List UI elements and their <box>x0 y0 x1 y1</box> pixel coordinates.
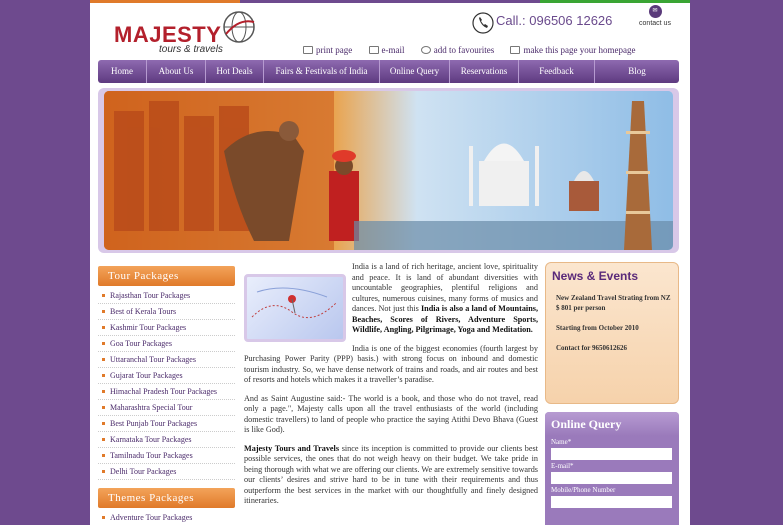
call-number: Call.: 096506 12626 <box>496 13 613 28</box>
news-item-1: New Zealand Travel Strating from NZ $ 801 per person <box>556 294 671 312</box>
top-color-strip <box>90 0 690 3</box>
themes-packages-heading: Themes Packages <box>98 488 235 508</box>
home-icon <box>510 46 520 54</box>
sidebar-item-kerala[interactable]: Best of Kerala Tours <box>98 304 235 320</box>
set-homepage-link[interactable]: make this page your homepage <box>510 45 635 55</box>
map-pin-icon <box>247 277 343 339</box>
nav-blog[interactable]: Blog <box>628 66 646 76</box>
nav-fairs-festivals[interactable]: Fairs & Festivals of India <box>264 60 380 83</box>
logo-brand-text: MAJESTY <box>114 22 222 47</box>
news-item-3: Contact for 9650612626 <box>556 344 628 352</box>
email-link[interactable]: e-mail <box>369 45 405 55</box>
sidebar <box>98 266 235 525</box>
globe-icon <box>222 10 256 44</box>
contact-icon: ✉ <box>649 5 662 18</box>
online-query-form <box>545 412 679 525</box>
themes-packages-list <box>98 510 235 525</box>
phone-label: Mobile/Phone Number <box>551 486 616 494</box>
nav-feedback[interactable]: Feedback <box>519 60 595 83</box>
add-favourites-link[interactable]: add to favourites <box>421 45 494 55</box>
commitment-paragraph: Majesty Tours and Travels since its inception is committed to provide our clients best possible services, the ones that do not weigh heavy on their budget. We take pride in being thorough with what we are offering our clients. We are extremely sensitive towards our clients’ desires and strive hard to be in tune with their requirements and thus outperform the best services in the market with our thoughtfully and finely designed itineraries. <box>244 443 538 505</box>
tour-packages-heading: Tour Packages <box>98 266 235 286</box>
printer-icon <box>303 46 313 54</box>
news-item-2: Starting from October 2010 <box>556 324 639 332</box>
nav-about-us[interactable]: About Us <box>147 60 206 83</box>
sidebar-item-delhi[interactable]: Delhi Tour Packages <box>98 464 235 480</box>
query-heading: Online Query <box>545 412 679 436</box>
page <box>90 0 690 525</box>
print-page-link[interactable]: print page <box>303 45 352 55</box>
nav-online-query[interactable]: Online Query <box>380 60 450 83</box>
sidebar-item-adventure[interactable]: Adventure Tour Packages <box>98 510 235 525</box>
logo-tagline: tours & travels <box>159 44 223 55</box>
email-field[interactable] <box>551 472 672 484</box>
phone-field[interactable] <box>551 496 672 508</box>
main-content <box>244 262 538 515</box>
sidebar-item-rajasthan[interactable]: Rajasthan Tour Packages <box>98 288 235 304</box>
nav-hot-deals[interactable]: Hot Deals <box>206 60 264 83</box>
tour-packages-list <box>98 288 235 480</box>
phone-icon <box>472 12 494 34</box>
main-nav <box>98 60 679 83</box>
utility-links <box>303 45 649 55</box>
name-field[interactable] <box>551 448 672 460</box>
favourites-icon <box>421 46 431 54</box>
intro-paragraph: India is a land of rich heritage, ancient love, spirituality and peace. It is land of abundant diversities with uncountable geographies, plentiful religions and cultures, numerous cuisines, many forms of musics and dances. Not just this India is also a land of Mountains, Beaches, Scores of Rivers, Adventure Sports, Wildlife, Angling, Pilgrimage, Yoga and Meditation. <box>352 262 538 334</box>
sidebar-item-maharashtra[interactable]: Maharashtra Special Tour <box>98 400 235 416</box>
sidebar-item-punjab[interactable]: Best Punjab Tour Packages <box>98 416 235 432</box>
email-label: E-mail* <box>551 462 574 470</box>
news-heading: News & Events <box>552 269 639 283</box>
sidebar-item-kashmir[interactable]: Kashmir Tour Packages <box>98 320 235 336</box>
map-image <box>244 274 346 342</box>
nav-home[interactable]: Home <box>98 60 147 83</box>
news-events-box <box>545 262 679 404</box>
mail-icon <box>369 46 379 54</box>
contact-us-link[interactable]: ✉ contact us <box>635 5 675 27</box>
sidebar-item-uttaranchal[interactable]: Uttaranchal Tour Packages <box>98 352 235 368</box>
site-logo[interactable] <box>104 10 264 55</box>
quote-paragraph: And as Saint Augustine said:- The world is a book, and those who do not travel, read only a page.", Majesty calls upon all the travel enthusiasts of the world (including domestic travellers) to land of people who practice the saying Atithi Devo Bhava (Guest is like God). <box>244 393 538 434</box>
nav-reservations[interactable]: Reservations <box>450 60 519 83</box>
name-label: Name* <box>551 438 572 446</box>
banner-image <box>104 91 673 250</box>
sidebar-item-karnataka[interactable]: Karnataka Tour Packages <box>98 432 235 448</box>
sidebar-item-tamilnadu[interactable]: Tamilnadu Tour Packages <box>98 448 235 464</box>
economy-paragraph: India is one of the biggest economies (fourth largest by Purchasing Power Parity (PPP) basis.) with strong focus on inbound and domestic tourism industry. So, we have dense network of trains and roads, and air routes and best of resorts and hotels which makes it a traveller’s paradise. <box>244 343 538 384</box>
sidebar-item-himachal[interactable]: Himachal Pradesh Tour Packages <box>98 384 235 400</box>
sidebar-item-gujarat[interactable]: Gujarat Tour Packages <box>98 368 235 384</box>
hero-banner <box>98 88 679 253</box>
sidebar-item-goa[interactable]: Goa Tour Packages <box>98 336 235 352</box>
